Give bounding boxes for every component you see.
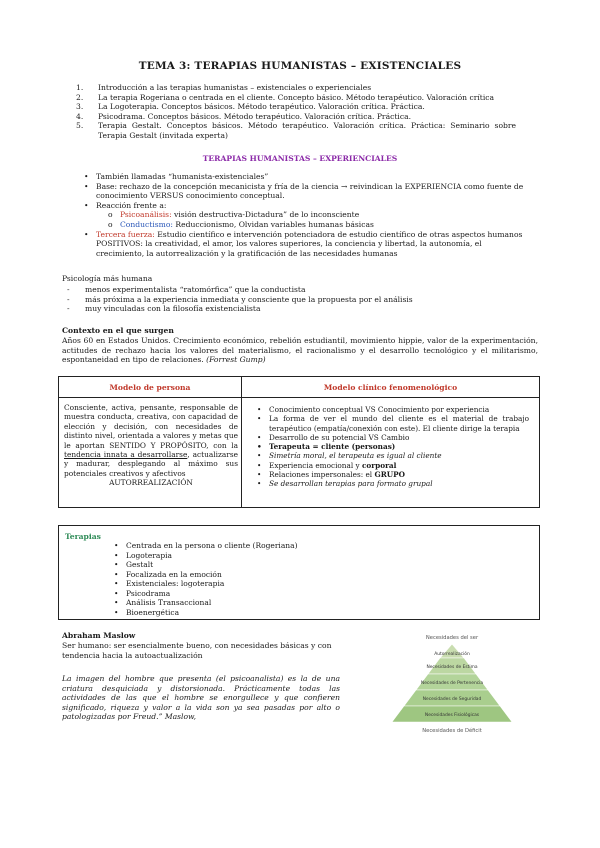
list-item: - muy vinculadas con la filosofía existencialista	[65, 304, 535, 314]
maslow-quote: La imagen del hombre que presenta (el psicoanalista) es la de una criatura desquiciada y distorsionada. Prácticamente todas las actividades de las que el hombre se enorgullece y que confieren significado, riqueza y valor a la vida son ya sea pasadas por alto o patologizadas por Freud.” Maslow,	[62, 674, 340, 722]
list-item: • También llamadas “humanista-existenciales”	[84, 172, 524, 182]
models-table	[58, 376, 540, 508]
pyramid-level-4-label: Necesidades de Seguridad	[422, 697, 482, 702]
persona-model-text: Consciente, activa, pensante, responsable de muestra conducta, creativa, con capacidad de elección y decisión, con necesidades de distinto nivel, orientada a valores y metas que le aportan SENTIDO Y PROPÓSITO, con la tendencia innata a desarrollarse, actualizarse y madurar, desplegando al máximo sus potenciales creativos y afectivos AUTORREALIZACIÓN	[64, 403, 238, 488]
list-item: • La forma de ver el mundo del cliente es el material de trabajo terapéutico (empatía/conexión con este). El cliente dirige la terapia	[257, 414, 529, 433]
therapies-box	[58, 525, 540, 620]
sub-item-psicoanalisis: o Psicoanálisis: visión destructiva-Dictadura” de lo inconsciente	[108, 210, 360, 220]
list-item: • Logoterapia	[114, 551, 414, 561]
pyramid-bottom-caption: Necesidades de Déficit	[422, 728, 482, 734]
list-item: - menos experimentalista “ratomórfica” que la conductista	[65, 285, 535, 295]
list-item: • Gestalt	[114, 560, 414, 570]
intro-item: 3. La Logoterapia. Conceptos básicos. Método terapéutico. Valoración crítica. Práctica.	[76, 102, 425, 112]
list-item: • Desarrollo de su potencial VS Cambio	[257, 433, 529, 442]
list-item: • Existenciales: logoterapia	[114, 579, 414, 589]
intro-item: 5. Terapia Gestalt. Conceptos básicos. Método terapéutico. Valoración crítica. Práctica: Seminario sobre Terapia Gestalt (invitada experta)	[76, 121, 516, 140]
sub-item-conductismo: o Conductismo: Reduccionismo, Olvidan variables humanas básicas	[108, 219, 374, 229]
clinical-model-list	[257, 405, 529, 489]
context-text: Años 60 en Estados Unidos. Crecimiento económico, rebelión estudiantil, movimiento hippie, valor de la experimentación, actitudes de rechazo hacia los valores del materialismo, el racionalismo y el desarrollo tecnológico y el militarismo, espontaneidad en tipo de relaciones. (Forrest Gump)	[62, 336, 538, 365]
list-item: • Terapeuta = cliente (personas)	[257, 442, 529, 451]
list-item: • Se desarrollan terapias para formato grupal	[257, 479, 529, 488]
list-item: • Centrada en la persona o cliente (Rogeriana)	[114, 541, 414, 551]
pyramid-level-1-label: Autorrealización	[434, 652, 470, 657]
intro-item: 2. La terapia Rogeriana o centrada en el cliente. Concepto básico. Método terapéutico. Valoración crítica	[76, 92, 495, 102]
humana-heading: Psicología más humana	[62, 274, 153, 283]
list-item: • Bioenergética	[114, 608, 414, 618]
persona-model-heading: Modelo de persona	[109, 383, 191, 392]
intro-item: 4. Psicodrama. Conceptos básicos. Método terapéutico. Valoración crítica. Práctica.	[76, 111, 412, 121]
list-item: • Relaciones impersonales: el GRUPO	[257, 470, 529, 479]
list-item: • Reacción frente a: o Psicoanálisis: visión destructiva-Dictadura” de lo inconsciente o Conductismo: Reduccionismo, Olvidan variables humanas básicas	[84, 201, 524, 230]
pyramid-level-2-label: Necesidades de Estima	[426, 665, 478, 670]
humana-list	[65, 285, 535, 314]
maslow-text: Ser humano: ser esencialmente bueno, con necesidades básicas y con tendencia hacia la autoactualización	[62, 641, 332, 660]
list-item: • Base: rechazo de la concepción mecanicista y fría de la ciencia → reivindican la EXPERIENCIA como fuente de conocimiento VERSUS conocimiento conceptual.	[84, 182, 524, 201]
list-item: • Análisis Transaccional	[114, 598, 414, 608]
context-heading: Contexto en el que surgen	[62, 326, 174, 335]
clinical-model-heading: Modelo clínico fenomenológico	[323, 383, 458, 392]
pyramid-top-caption: Necesidades del ser	[425, 635, 479, 641]
maslow-pyramid	[383, 632, 521, 744]
section-subtitle: TERAPIAS HUMANISTAS – EXPERIENCIALES	[202, 154, 398, 163]
features-list	[84, 172, 524, 258]
intro-item: 1. Introducción a las terapias humanistas – existenciales o experienciales	[76, 83, 372, 92]
list-item: • Tercera fuerza: Estudio científico e intervención potenciadora de estudio científico de otras aspectos humanos POSITIVOS: la creatividad, el amor, los valores superiores, la conciencia y libertad, la autonomía, el crecimiento, la autorrealización y la gratificación de las necesidades humanas	[84, 230, 524, 259]
list-item: • Simetría moral, el terapeuta es igual al cliente	[257, 451, 529, 460]
list-item: - más próxima a la experiencia inmediata y consciente que la propuesta por el análisis	[65, 295, 535, 305]
list-item: • Focalizada en la emoción	[114, 570, 414, 580]
list-item: • Conocimiento conceptual VS Conocimiento por experiencia	[257, 405, 529, 414]
therapies-heading: Terapias	[65, 532, 101, 541]
list-item: • Psicodrama	[114, 589, 414, 599]
therapies-list	[114, 541, 414, 617]
intro-list	[76, 83, 516, 141]
pyramid-level-3-label: Necesidades de Pertenencia	[420, 681, 484, 686]
pyramid-level-5-label: Necesidades Fisiológicas	[424, 713, 480, 718]
page-title: TEMA 3: TERAPIAS HUMANISTAS – EXISTENCIALES	[138, 60, 462, 72]
list-item: • Experiencia emocional y corporal	[257, 461, 529, 470]
maslow-heading: Abraham Maslow	[62, 631, 136, 640]
